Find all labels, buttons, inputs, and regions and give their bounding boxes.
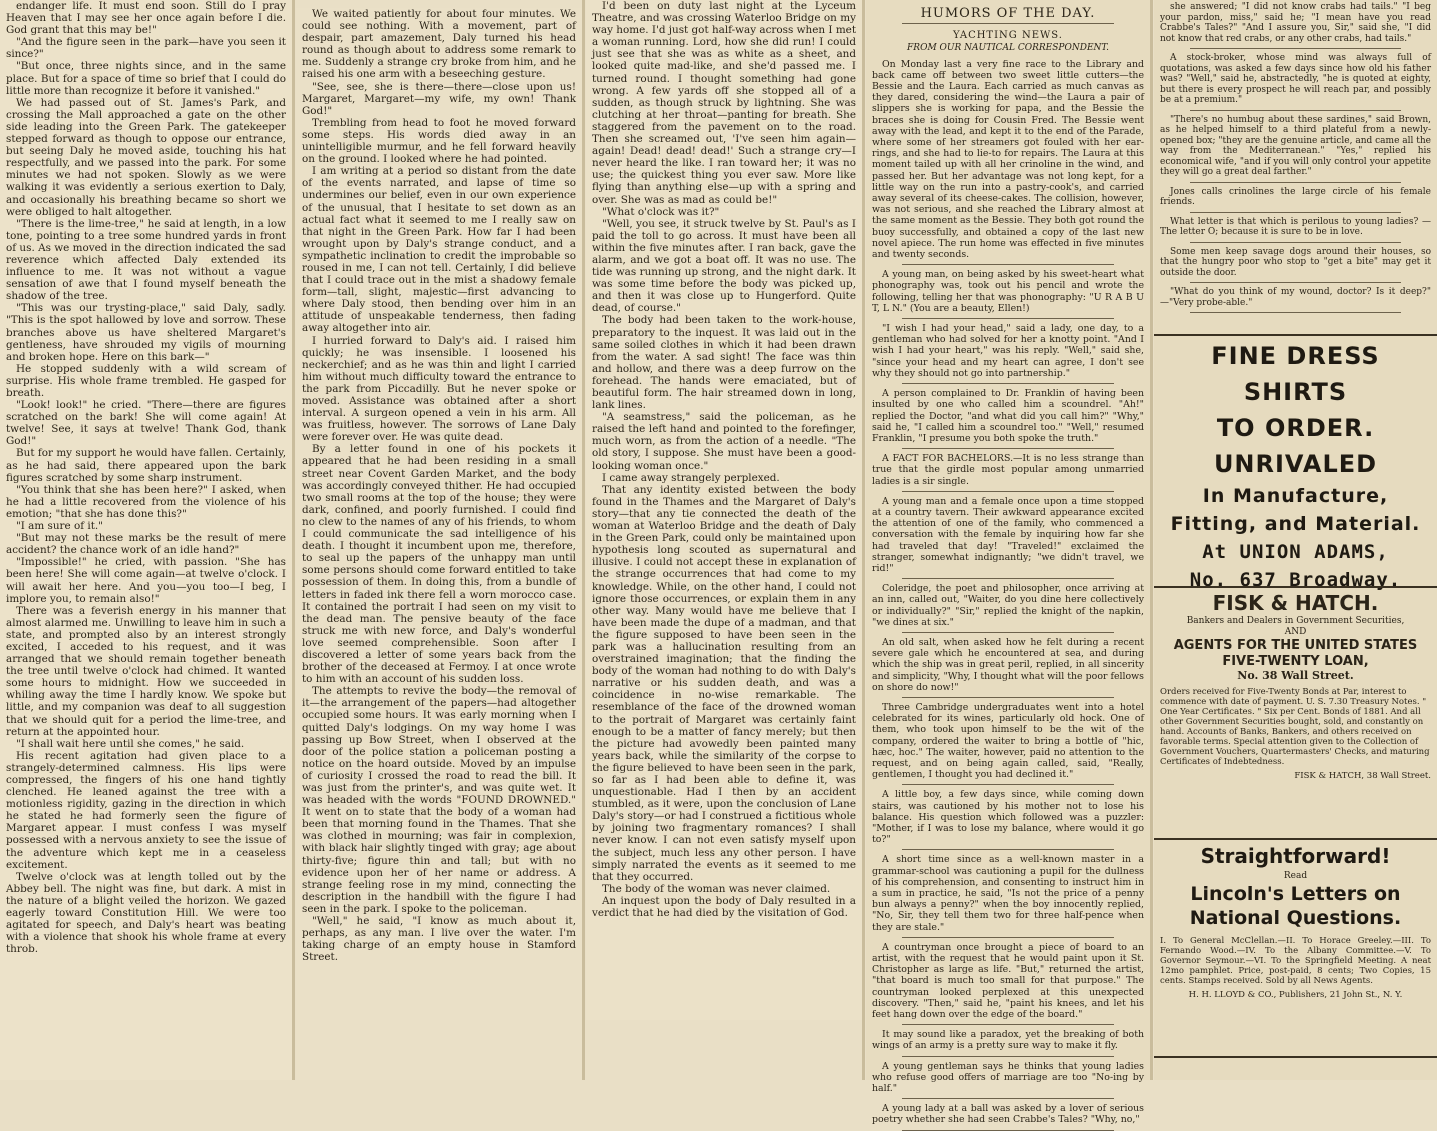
fisk-firm-name: FISK & HATCH. [1212,591,1379,615]
rule [1190,212,1401,213]
story-paragraph: "This was our trysting-place," said Daly, sadly. "This is the spot hallowed by love and sorrow. These branches above us have sheltered Margaret's gentleness, have shrouded my vigils of mourning and broken hope. Here on this bark—" [6,302,286,363]
humor-item: A person complained to Dr. Franklin of having been insulted by one who called him a scoundrel. "Ah!" replied the Doctor, "and what did you call him?" "Why," said he, "I called him a scoundrel too." "Well," resumed Franklin, "I presume you both spoke the truth." [872,388,1144,444]
story-paragraph: "But may not these marks be the result of mere accident? the chance work of an idle hand?" [6,532,286,557]
humor-item: A FACT FOR BACHELORS.—It is no less strange than true that the girdle most popular among unmarried ladies is a sir single. [872,453,1144,487]
rule [902,318,1114,319]
fisk-body: Orders received for Five-Twenty Bonds at Par, interest to commence with date of payment. U. S. 7.30 Treasury Notes. " One Year Certificates. " Six per Cent. Bonds of 1881. And all other Government Securities bought, sold, and constantly on hand. Accounts of Banks, Bankers, and others received on favorable terms. Special attention given to the Collection of Government Vouchers, Quartermasters' Checks, and maturing Certificates of Indebtedness. [1160,687,1430,767]
humors-title: HUMORS OF THE DAY. [920,6,1096,21]
story-paragraph: "Well," he said, "I know as much about it, perhaps, as any man. I live over the water. I'm taking charge of an empty house in Stamford Street. [302,915,576,964]
rule [902,1098,1114,1099]
column-rule [862,0,865,1080]
story-paragraph: "What o'clock was it?" [602,205,720,218]
humor-item: A young gentleman says he thinks that young ladies who refuse good offers of marriage are too "No-ing by half." [872,1060,1144,1095]
humor-item: she answered; "I did not know crabs had tails." "I beg your pardon, miss," said he; "I mean have you read Crabbe's Tales?" "And I assure you, Sir," said she, "I did not know that red crabs, or any other crabs, had tails." [1160,2,1431,44]
humor-item: What letter is that which is perilous to young ladies? —The letter O; because it is sure to be in love. [1160,216,1431,237]
story-paragraph: "Impossible!" he cried, with passion. "She has been here! She will come again—at twelve o'clock. I will await her here. And you—you too—I beg, I implore you, to remain also!" [6,556,286,605]
story-paragraph: He stopped suddenly with a wild scream of surprise. His whole frame trembled. He gasped for breath. [6,362,286,399]
story-paragraph: His recent agitation had given place to a strangely-determined calmness. His lips were compressed, the fingers of his one hand tightly clenched. He leaned against the tree with a motionless rigidity, gazing in the direction in which he stated he had formerly seen the figure of Margaret appear. I must confess I was myself possessed with a nervous anxiety to see the issue of the adventure which kept me in a ceaseless excitement. [6,749,286,871]
shirts-ad-line: TO ORDER. [1216,414,1375,442]
story-paragraph: "A seamstress," said the policeman, as he raised the left hand and pointed to the forefinger, much worn, as from the action of a needle. "The old story, I suppose. She must have been a good-looking woman once." [592,411,856,472]
humor-item: A countryman once brought a piece of board to an artist, with the request that he would paint upon it St. Christopher as large as life. "But," returned the artist, "that board is much too small for that purpose." The countryman looked perplexed at this unexpected discovery. "Then," said he, "paint his knees, and let his feet hang down over the edge of the board." [872,941,1144,1021]
story-column-2 [296,8,582,1080]
story-paragraph: Trembling from head to foot he moved forward some steps. His words died away in an unintelligible murmur, and he fell forward heavily on the ground. I looked where he had pointed. [302,116,576,166]
rule [1190,48,1401,49]
column-rule [1150,0,1153,1080]
humor-item: A young man, on being asked by his sweet-heart what phonography was, took out his pencil and wrote the following, telling her that was phonography: "U R A B U T, L N." (You are a beauty, Ellen!) [872,269,1144,314]
rule [902,264,1114,265]
rule [1190,282,1401,283]
story-paragraph: "Look! look!" he cried. "There—there are figures scratched on the bark! She will come again! At twelve! See, it says at twelve! Thank God, thank God!" [6,399,286,448]
humor-item: On Monday last a very fine race to the Library and back came off between two sweet little cutters—the Bessie and the Laura. Each carried as much canvas as they dared, considering the wind—the Laura a pair of slippers she is working for papa, and the Bessie the braces she is doing for Cousin Fred. The Bessie went away with the lead, and kept it to the end of the Parade, where some of her streamers got fouled with her ear-rings, and she had to lie-to for repairs. The Laura at this moment tailed up with all her crinoline in the wind, and passed her. But her advantage was not long kept, for a little way on the run into a pastry-cook's, and carried away several of its cheese-cakes. The collision, however, was not serious, and she reached the Library almost at the same moment as the Bessie. They both got round the buoy successfully, and obtained a copy of the last new novel apiece. The run home was effected in five minutes and twenty seconds. [872,58,1144,261]
story-paragraph: "You think that she has been here?" I asked, when he had a little recovered from the violence of his emotion; "that she has done this?" [6,483,286,520]
rule [902,849,1114,850]
rule [902,784,1114,785]
fisk-and: AND [1284,627,1307,637]
humor-item: A short time since as a well-known master in a grammar-school was cautioning a pupil for the dullness of his comprehension, and consenting to instruct him in a sum in practice, he said, "Is not the price of a penny bun always a penny?" when the boy innocently replied, "No, Sir, they tell them two for three half-pence when they are stale." [872,854,1144,933]
story-paragraph: But for my support he would have fallen. Certainly, as he had said, there appeared upon the bark figures scratched by some sharp instrument. [6,447,286,484]
humor-item: "What do you think of my wound, doctor? Is it deep?" —"Very probe-able." [1160,287,1431,308]
story-paragraph: I'd been on duty last night at the Lyceum Theatre, and was crossing Waterloo Bridge on my way home. I'd just got half-way across when I met a woman running. Lord, how she did run! I could just see that she was as white as a sheet, and looked quite mad-like, and she'd passed me. I turned round. I thought something had gone wrong. A few yards off she stopped all of a sudden, as though struck by lightning. She was clutching at her throat—panting for breath. She staggered from the pavement on to the road. Then she screamed out, 'I've seen him again—again! Dead! dead! dead!' Such a strange cry—I never heard the like. I ran toward her; it was no use; the quickest thing you ever saw. More like flying than anything else—up with a spring and over. She was as mad as could be!" [592,0,856,206]
lincoln-read: Read [1283,871,1308,881]
lincoln-title-line-1: Lincoln's Letters on [1190,883,1401,906]
lincoln-title-line-2: National Questions. [1189,907,1402,930]
story-paragraph: That any identity existed between the body found in the Thames and the Margaret of Daly's story—that any tie connected the death of the woman at Waterloo Bridge and the death of Daly in the Green Park, could only be maintained upon hypothesis long scouted as supernatural and illusive. I could not accept these in explanation of the strange occurrences that had come to my knowledge. While, on the other hand, I could not ignore those occurrences, or explain them in any other way. Many would have me believe that I have been made the dupe of a madman, and that the figure supposed to have been seen in the park was a hallucination resulting from an overstrained imagination; that the finding the body of the woman had nothing to do with Daly's narrative or his sudden death, and was a coincidence in no-wise remarkable. The resemblance of the face of the drowned woman to the portrait of Margaret was certainly faint enough to be a matter of fancy merely; but then the picture had avowedly been painted many years back, while the similarity of the corpse to the figure believed to have been seen in the park, so far as I had been able to define it, was unquestionable. Had I then by an accident stumbled, as it were, upon the conclusion of Lane Daly's story—or had I construed a fictitious whole by joining two fragmentary romances? I shall never know. I can not even satisfy myself upon the subject, much less any other person. I have simply narrated the events as it seemed to me that they occurred. [592,483,856,883]
shirts-ad-line: At UNION ADAMS, [1202,541,1389,563]
humors-items [872,59,1144,1131]
rule [902,1056,1114,1057]
rule [902,578,1114,579]
humor-item: "There's no humbug about these sardines," said Brown, as he helped himself to a third plateful from a newly-opened box; "they are the genuine article, and came all the way from the Mediterranean." "Yes," replied his economical wife, "and if you will only control your appetite they will go a great deal farther." [1160,114,1431,177]
humor-item: Three Cambridge undergraduates went into a hotel celebrated for its wines, particularly old hock. One of them, who took upon himself to be the wit of the company, ordered the waiter to bring a bottle of "hic, hæc, hoc." The waiter, however, paid no attention to the request, and on being again called, said, "Really, gentlemen, I thought you had declined it." [872,701,1144,781]
shirts-ad-line: UNRIVALED [1213,450,1378,478]
story-paragraph: We waited patiently for about four minutes. We could see nothing. With a movement, part of despair, part amazement, Daly turned his head round as though about to address some remark to me. Suddenly a strange cry broke from him, and he raised his one arm with a beseeching gesture. [302,8,576,81]
story-paragraph: "But once, three nights since, and in the same place. But for a space of time so brief that I could do little more than recognize it before it vanished." [6,60,286,97]
fisk-subtitle: Bankers and Dealers in Government Securities, [1186,616,1405,626]
rule [1190,182,1401,183]
fisk-hatch-advertisement [1154,586,1437,836]
humors-subtitle: YACHTING NEWS. [953,30,1063,42]
story-paragraph: I hurried forward to Daly's aid. I raised him quickly; he was insensible. I loosened his neckerchief; and as he was thin and light I carried him without much difficulty toward the entrance to the park from Piccadilly. But he never spoke or moved. Assistance was obtained after a short interval. A surgeon opened a vein in his arm. All was fruitless, however. The sorrows of Lane Daly were forever over. He was quite dead. [302,334,576,444]
fisk-address: No. 38 Wall Street. [1237,669,1354,682]
rule [902,23,1114,24]
story-column-1 [0,0,292,1080]
shirts-ad-line: FINE DRESS [1211,342,1380,370]
humors-continued [1154,0,1437,330]
rule [1190,312,1401,313]
shirts-ad-line: No. 637 Broadway. [1189,569,1402,591]
column-rule [582,0,585,1080]
story-paragraph: We had passed out of St. James's Park, and crossing the Mall approached a gate on the other side leading into the Green Park. The gatekeeper stepped forward as though to oppose our entrance, but seeing Daly he moved aside, touching his hat respectfully, and we passed into the park. For some minutes we had not spoken. Slowly as we were walking it was evidently a serious exertion to Daly, and occasionally his breathing became so short we were obliged to halt altogether. [6,96,286,218]
story-column-3 [586,0,862,1020]
humor-item: An old salt, when asked how he felt during a recent severe gale which he encountered at sea, and during which the ship was in great peril, replied, in all sincerity and simplicity, "Why, I thought what will the poor fellows on shore do now!" [872,636,1144,693]
humor-item: Jones calls crinolines the large circle of his female friends. [1160,186,1431,207]
humor-item: Coleridge, the poet and philosopher, once arriving at an inn, called out, "Waiter, do you dine here collectively or individually?" "Sir," replied the knight of the napkin, "we dines at six." [872,583,1144,628]
humor-item: A young lady at a ball was asked by a lover of serious poetry whether she had seen Crabbe's Tales? "Why, no," [872,1103,1144,1126]
lincoln-signature: H. H. LLOYD & CO., Publishers, 21 John St., N. Y. [1188,990,1403,1001]
humors-column [866,0,1150,1126]
humor-item: A young man and a female once upon a time stopped at a country tavern. Their awkward appearance excited the attention of one of the family, who commenced a conversation with the female by inquiring how far she had traveled that day! "Traveled!" exclaimed the stranger, somewhat indignantly; "we didn't travel, we rid!" [872,495,1144,574]
lincoln-letters-advertisement [1154,838,1437,1058]
story-paragraph: Twelve o'clock was at length tolled out by the Abbey bell. The night was fine, but dark. A mist in the nature of a blight veiled the horizon. We gazed eagerly toward Constitution Hill. We were too agitated for speech, and Daly's heart was beating with a violence that shook his whole frame at every throb. [6,870,286,956]
shirts-ad-line: SHIRTS [1243,378,1348,406]
rule [902,937,1114,938]
story-paragraph: The body had been taken to the work-house, preparatory to the inquest. It was laid out in the same soiled clothes in which it had been drawn from the water. A sad sight! The face was thin and hollow, and there was a deep furrow on the forehead. The hands were emaciated, but of beautiful form. The hair streamed down in long, lank lines. [592,314,856,412]
fisk-agents-line-2: FIVE-TWENTY LOAN, [1222,654,1369,669]
story-paragraph: By a letter found in one of his pockets it appeared that he had been residing in a small street near Covent Garden Market, and the body was accordingly conveyed thither. He had occupied two small rooms at the top of the house; they were dark, confined, and poorly furnished. I could find no clew to the names of any of his friends, to whom I could communicate the sad intelligence of his death. I thought it incumbent upon me, therefore, to seal up the papers of the unhappy man until some persons should come forward entitled to take possession of them. In doing this, from a bundle of letters in faded ink there fell a worn morocco case. It contained the portrait I had seen on my visit to the dead man. The pensive beauty of the face struck me with new force, and Daly's wonderful love seemed comprehensible. Soon after I discovered a letter of some years back from the brother of the deceased at Fermoy. I at once wrote to him with an account of his sudden loss. [302,443,576,686]
humors-from: FROM OUR NAUTICAL CORRESPONDENT. [907,43,1109,54]
shirts-ad-line: Fitting, and Material. [1170,513,1421,535]
lincoln-body: I. To General McClellan.—II. To Horace Greeley.—III. To Fernando Wood.—IV. To the Albany Committee.—V. To Governor Seymour.—VI. To the Springfield Meeting. A neat 12mo pamphlet. Price, post-paid, 8 cents; Two Copies, 15 cents. Stamps received. Sold by all News Agents. [1160,936,1431,987]
rule [1190,110,1401,111]
rule [902,491,1114,492]
ads-column [1154,0,1437,1080]
humor-item: "I wish I had your head," said a lady, one day, to a gentleman who had solved for her a knotty point. "And I wish I had your heart," was his reply. "Well," said she, "since your head and my heart can agree, I don't see why they should not go into partnership." [872,323,1144,379]
story-paragraph: "See, see, she is there—there—close upon us! Margaret, Margaret—my wife, my own! Thank God!" [302,80,576,117]
humor-item: A stock-broker, whose mind was always full of quotations, was asked a few days since how old his father was? "Well," said he, abstractedly, "he is quoted at eighty, but there is every prospect he will reach par, and possibly be at a premium." [1160,53,1431,105]
story-paragraph: There was a feverish energy in his manner that almost alarmed me. Unwilling to leave him in such a state, and prompted also by an interest strongly excited, I acceded to his request, and it was arranged that we should remain together beneath the tree until twelve o'clock had chimed. It wanted some hours to midnight. How we succeeded in whiling away the time I hardly know. We spoke but little, and my companion was deaf to all suggestion that we should quit for a period the lime-tree, and return at the appointed hour. [6,604,286,738]
rule [902,697,1114,698]
story-paragraph: "And the figure seen in the park—have you seen it since?" [6,36,286,61]
story-paragraph: The attempts to revive the body—the removal of it—the arrangement of the papers—had altogether occupied some hours. It was early morning when I quitted Daly's lodgings. On my way home I was passing up Bow Street, when I observed at the door of the police station a policeman posting a notice on the hoard outside. Moved by an impulse of curiosity I crossed the road to read the bill. It was just from the printer's, and was quite wet. It was headed with the words "FOUND DROWNED." It went on to state that the body of a woman had been that morning found in the Thames. That she was clothed in mourning; was fair in complexion, with black hair slightly tinged with gray; age about thirty-five; figure thin and tall; but with no evidence upon her of her name or address. A strange feeling rose in my mind, connecting the description in the handbill with the figure I had seen in the park. I spoke to the policeman. [302,685,576,915]
shirts-advertisement [1154,334,1437,591]
rule [902,383,1114,384]
fisk-agents-line-1: AGENTS FOR THE UNITED STATES [1173,638,1418,653]
column-rule [292,0,295,1080]
lincoln-headline: Straightforward! [1200,844,1391,868]
story-paragraph: An inquest upon the body of Daly resulted in a verdict that he had died by the visitation of God. [592,894,856,920]
shirts-ad-line: In Manufacture, [1202,485,1389,507]
story-paragraph: "There is the lime-tree," he said at length, in a low tone, pointing to a tree some hundred yards in front of us. As we moved in the direction indicated the sad reverence which affected Daly extended its influence to me. It was not without a vague sensation of awe that I found myself beneath the shadow of the tree. [6,217,286,303]
story-paragraph: I came away strangely perplexed. [602,471,780,484]
story-paragraph: I am writing at a period so distant from the date of the events narrated, and lapse of time so undermines our belief, even in our own experience of the unusual, that I hesitate to set down as an actual fact what it seemed to me I really saw on that night in the Green Park. How far I had been wrought upon by Daly's strange conduct, and a sympathetic inclination to credit the improbable so roused in me, I can not tell. Certainly, I did believe that I could trace out in the mist a shadowy female form—tall, slight, majestic—first advancing to where Daly stood, then bending over him in an attitude of unspeakable tenderness, then fading away altogether into air. [302,165,576,335]
humor-item: Some men keep savage dogs around their houses, so that the hungry poor who stop to "get a bite" may get it outside the door. [1160,246,1431,278]
humor-item: It may sound like a paradox, yet the breaking of both wings of an army is a pretty sure way to make it fly. [872,1029,1144,1052]
story-paragraph: "Well, you see, it struck twelve by St. Paul's as I paid the toll to go across. It must have been all within the five minutes after. I ran back, gave the alarm, and we got a boat off. It was no use. The tide was running up strong, and the night dark. It was some time before the body was picked up, and then it was close up to Hungerford. Quite dead, of course." [592,217,856,315]
story-paragraph: The body of the woman was never claimed. [602,882,831,895]
rule [902,448,1114,449]
humor-item: A little boy, a few days since, while coming down stairs, was cautioned by his mother not to lose his balance. His question which followed was a puzzler: "Mother, if I was to lose my balance, where would it go to?" [872,789,1144,846]
rule [1190,242,1401,243]
rule [902,1024,1114,1025]
fisk-signature: FISK & HATCH, 38 Wall Street. [1294,771,1431,781]
rule [902,632,1114,633]
story-paragraph: endanger life. It must end soon. Still do I pray Heaven that I may see her once again before I die. God grant that this may be!" [6,0,286,37]
story-paragraph: "I shall wait here until she comes," he said. [16,737,245,750]
story-paragraph: "I am sure of it." [16,520,103,533]
